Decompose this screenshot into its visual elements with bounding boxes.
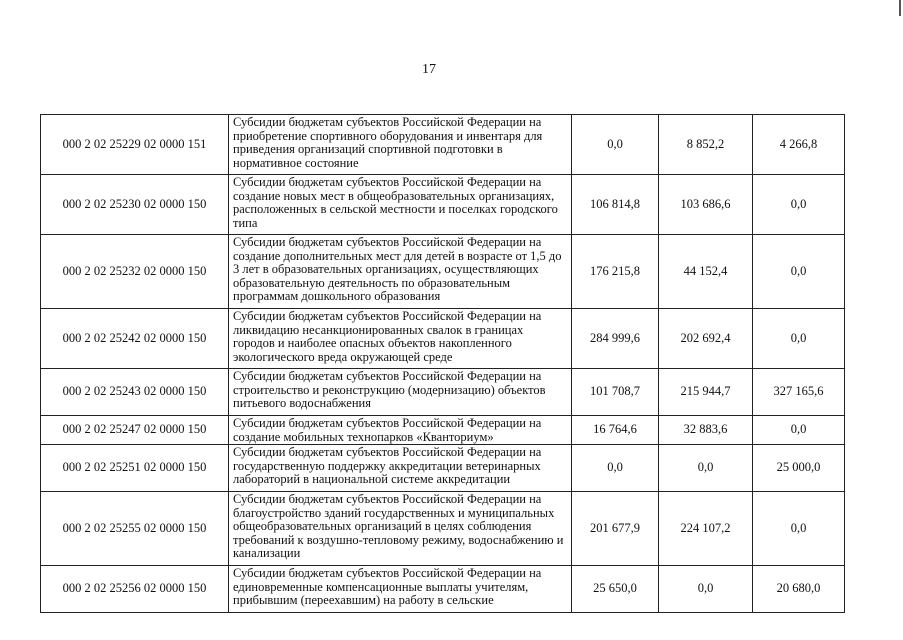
- budget-code: 000 2 02 25242 02 0000 150: [41, 309, 229, 369]
- description-text: Субсидии бюджетам субъектов Российской Федерации на государственную поддержку аккредитации ветеринарных лабораторий в национальной системе аккредитации: [233, 446, 542, 486]
- description-text: Субсидии бюджетам субъектов Российской Федерации на единовременные компенсационные выплаты учителям, прибывшим (переехавшим) на работу в сельские: [233, 567, 542, 607]
- table-row: [41, 566, 845, 613]
- amount-year-1: 16 764,6: [572, 416, 659, 445]
- description-text: Субсидии бюджетам субъектов Российской Федерации на приобретение спортивного оборудования и инвентаря для приведения организаций спортивной подготовки в нормативное состояние: [233, 116, 543, 170]
- amount-year-1: 0,0: [572, 445, 659, 492]
- budget-table: [40, 114, 845, 613]
- table-row: [41, 445, 845, 492]
- table-row: [41, 416, 845, 445]
- amount-year-3: 327 165,6: [753, 369, 845, 416]
- budget-code: 000 2 02 25230 02 0000 150: [41, 175, 229, 235]
- budget-code: 000 2 02 25251 02 0000 150: [41, 445, 229, 492]
- budget-code: 000 2 02 25247 02 0000 150: [41, 416, 229, 445]
- description-cell: [229, 369, 572, 416]
- description-text: Субсидии бюджетам субъектов Российской Федерации на создание новых мест в общеобразовательных организациях, расположенных в сельской местности и поселках городского типа: [233, 176, 558, 230]
- amount-year-1: 25 650,0: [572, 566, 659, 613]
- budget-code: 000 2 02 25243 02 0000 150: [41, 369, 229, 416]
- amount-year-2: 8 852,2: [659, 115, 753, 175]
- budget-code: 000 2 02 25255 02 0000 150: [41, 492, 229, 566]
- table-row: [41, 175, 845, 235]
- budget-code: 000 2 02 25232 02 0000 150: [41, 235, 229, 309]
- description-cell: [229, 566, 572, 613]
- amount-year-2: 0,0: [659, 566, 753, 613]
- description-cell: [229, 309, 572, 369]
- amount-year-2: 0,0: [659, 445, 753, 492]
- amount-year-1: 176 215,8: [572, 235, 659, 309]
- amount-year-1: 284 999,6: [572, 309, 659, 369]
- table-row: [41, 492, 845, 566]
- amount-year-1: 201 677,9: [572, 492, 659, 566]
- amount-year-3: 0,0: [753, 492, 845, 566]
- amount-year-3: 4 266,8: [753, 115, 845, 175]
- page-edge-mark: [899, 0, 901, 16]
- description-text: Субсидии бюджетам субъектов Российской Федерации на ликвидацию несанкционированных свалок в границах городов и наиболее опасных объектов накопленного экологического вреда окружающей среде: [233, 310, 542, 364]
- description-text: Субсидии бюджетам субъектов Российской Федерации на создание дополнительных мест для детей в возрасте от 1,5 до 3 лет в образовательных организациях, осуществляющих образовательную деятельность по образовательным программам дошкольного образования: [233, 236, 562, 303]
- description-cell: [229, 115, 572, 175]
- amount-year-1: 0,0: [572, 115, 659, 175]
- description-text: Субсидии бюджетам субъектов Российской Федерации на создание мобильных технопарков «Кванториум»: [233, 417, 542, 444]
- amount-year-3: 20 680,0: [753, 566, 845, 613]
- table-row: [41, 115, 845, 175]
- page-number: 17: [422, 62, 436, 77]
- table-row: [41, 235, 845, 309]
- amount-year-2: 215 944,7: [659, 369, 753, 416]
- table-row: [41, 369, 845, 416]
- amount-year-2: 32 883,6: [659, 416, 753, 445]
- budget-code: 000 2 02 25256 02 0000 150: [41, 566, 229, 613]
- amount-year-3: 0,0: [753, 175, 845, 235]
- amount-year-3: 0,0: [753, 416, 845, 445]
- amount-year-3: 0,0: [753, 235, 845, 309]
- amount-year-3: 25 000,0: [753, 445, 845, 492]
- description-cell: [229, 175, 572, 235]
- description-cell: [229, 235, 572, 309]
- table-row: [41, 309, 845, 369]
- description-cell: [229, 492, 572, 566]
- amount-year-2: 103 686,6: [659, 175, 753, 235]
- description-text: Субсидии бюджетам субъектов Российской Федерации на благоустройство зданий государственных и муниципальных общеобразовательных организаций в целях соблюдения требований к воздушно-тепловому режиму, водоснабжению и канализации: [233, 493, 564, 560]
- amount-year-1: 101 708,7: [572, 369, 659, 416]
- amount-year-1: 106 814,8: [572, 175, 659, 235]
- amount-year-2: 202 692,4: [659, 309, 753, 369]
- budget-code: 000 2 02 25229 02 0000 151: [41, 115, 229, 175]
- amount-year-3: 0,0: [753, 309, 845, 369]
- amount-year-2: 44 152,4: [659, 235, 753, 309]
- description-cell: [229, 416, 572, 445]
- amount-year-2: 224 107,2: [659, 492, 753, 566]
- description-text: Субсидии бюджетам субъектов Российской Федерации на строительство и реконструкцию (модернизацию) объектов питьевого водоснабжения: [233, 370, 546, 410]
- description-cell: [229, 445, 572, 492]
